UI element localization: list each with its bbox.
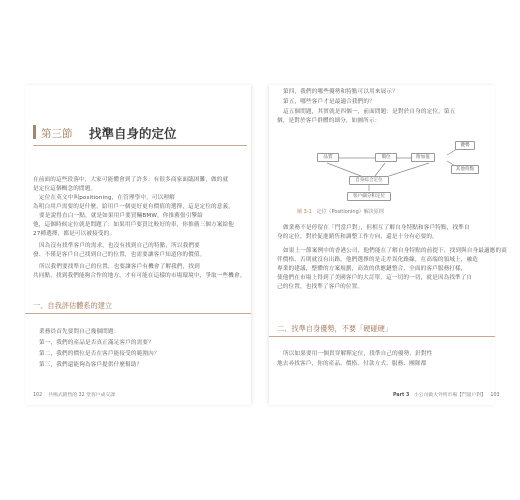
diagram-node-price: 價位 bbox=[375, 153, 397, 162]
paragraph-line: 他，這個時候定位就是問題了：如果用戶要買比較好的車，你推薦三個方案給他 bbox=[33, 222, 235, 228]
paragraph-line: 27種選擇，都是可以被接受的。 bbox=[33, 231, 116, 237]
paragraph-line: 發、不僅是客戶自己找到自己的位置，也需要讓客戶知道你的價值。 bbox=[33, 252, 206, 258]
paragraph-line: 專業的建議，整體的方案規劃，高效的供應鏈整合，全面的客戶服務打樣， bbox=[277, 266, 467, 272]
diagram-node-advantage: 優勢 bbox=[455, 141, 475, 150]
paragraph-line: 為明白用戶需要的是什麼，給用戶一個更好更有價值的選擇，這是定位的意義。 bbox=[33, 204, 235, 210]
figure-caption-text: 定位（Positioning）解決原則 bbox=[316, 209, 384, 215]
subheading-find-advantage bbox=[269, 322, 495, 338]
subheading-rule bbox=[25, 313, 251, 314]
paragraph-line: 定位在英文中叫positioning，在管理學中，可以理解 bbox=[39, 195, 175, 201]
paragraph-line: 地去尋找客戶，你的產品、價格、付款方式、服務、團隊都 bbox=[277, 361, 427, 367]
paragraph-line: 使他們在市場上得到了美國客戶的大訂單，這一切的一切，就是因為找準了自 bbox=[277, 275, 473, 281]
paragraph-line: 所以我們要找準自己的位置，也要讓客戶有機會了解我們，找到 bbox=[39, 264, 200, 270]
diagram-node-other-features: 其他特點 bbox=[451, 165, 479, 174]
paragraph-line: 在前面的這些段落中，大家可能體會到了許多：有很多商家面臨困難，做的就 bbox=[33, 177, 229, 183]
question-line: 第二，我們的價位是否在客戶能接受的範圍內？ bbox=[39, 351, 160, 357]
part-label: Part 3 bbox=[393, 393, 410, 398]
section-name: 找準自身的定位 bbox=[89, 126, 177, 141]
right-page bbox=[269, 85, 508, 405]
paragraph-line: 伴價格、否則就沒有出路，他們選擇的是走差異化路線，在高端的領域上，融造 bbox=[277, 257, 479, 263]
paragraph-line: 是定位這個概念的問題。 bbox=[33, 186, 97, 192]
book-title: 共鳴式銷售的 32 堂客戶成交課 bbox=[48, 393, 115, 398]
section-number: 第三節 bbox=[41, 128, 73, 140]
paragraph-line: 因為沒有找準客戶的需求，也沒有找到自己的特點，所以我們要 bbox=[39, 243, 200, 249]
paragraph-line: 共同點，找到我們能夠合作的地方，才有可能在這樣的市場環境中，爭取一些機會。 bbox=[33, 273, 246, 279]
paragraph-line: 所以如果要用一個貫穿解釋定位，找準自己的優勢，針對性 bbox=[283, 351, 433, 357]
paragraph-line: 個，是對於客戶群體的細分，如圖所示： bbox=[277, 118, 381, 124]
subheading-self-assessment bbox=[25, 299, 251, 315]
paragraph-line: 己的位置，也找準了客戶的位置。 bbox=[277, 284, 364, 290]
question-line: 業務員首先要問自己幾個問題： bbox=[39, 329, 120, 335]
paragraph-line: 身的定位，對於促進銷售和調整工作方向，還是十分有必要的。 bbox=[277, 234, 438, 240]
figure-caption bbox=[297, 208, 384, 215]
section-title-bar bbox=[33, 125, 36, 139]
diagram-node-quality: 品質 bbox=[317, 153, 339, 162]
diagram-node-customer-segmentation: 客戶細分和定位 bbox=[347, 192, 391, 201]
paragraph-line: 要是說得直白一點，就是如果用戶要買輛BMW，你推薦張引擎給 bbox=[39, 213, 203, 219]
paragraph-line: 第四，我們的哪些優勢和特點可以用來展示？ bbox=[283, 89, 398, 95]
right-footer bbox=[393, 391, 500, 398]
section-rule bbox=[33, 145, 247, 146]
paragraph-line: 第五，哪些客戶才是最適合我們的？ bbox=[283, 99, 375, 105]
left-footer bbox=[33, 391, 115, 398]
book-spread bbox=[25, 85, 508, 405]
subheading-text: 二、找準自身優勢，不要「硬碰硬」 bbox=[277, 324, 393, 333]
paragraph-line: 這五個問題，其實就是四個一，前面問題：是對於自身的定位，第五 bbox=[283, 109, 456, 115]
figure-label: 圖 3-1 bbox=[297, 209, 312, 215]
page-number: 102 bbox=[33, 393, 43, 398]
positioning-diagram bbox=[301, 127, 481, 203]
left-page bbox=[25, 85, 251, 405]
book-subtitle: 小公司做大外貿市場【鬥量戶對】 bbox=[413, 393, 486, 398]
page-number: 103 bbox=[490, 393, 500, 398]
diagram-node-self-positioning: 自身綜合定位 bbox=[349, 176, 389, 185]
subheading-rule bbox=[269, 336, 495, 337]
diagram-node-added-value: 附加值 bbox=[411, 153, 435, 162]
paragraph-line: 如果上一節案例中的香港公司，他們能在了解自身特點的前提下，找到與自身最適應的商 bbox=[283, 248, 508, 254]
question-line: 第一，我們的產品是否真正滿足客戶的需要？ bbox=[39, 340, 154, 346]
question-line: 第三，我們還能夠為客戶提供什麼幫助？ bbox=[39, 362, 143, 368]
paragraph-line: 做業務不是停留在「門當戶對」，但相互了解自身特點和客戶特點，找準自 bbox=[283, 225, 470, 231]
section-title bbox=[33, 123, 247, 141]
subheading-text: 一、自我評估體系的建立 bbox=[33, 301, 113, 310]
